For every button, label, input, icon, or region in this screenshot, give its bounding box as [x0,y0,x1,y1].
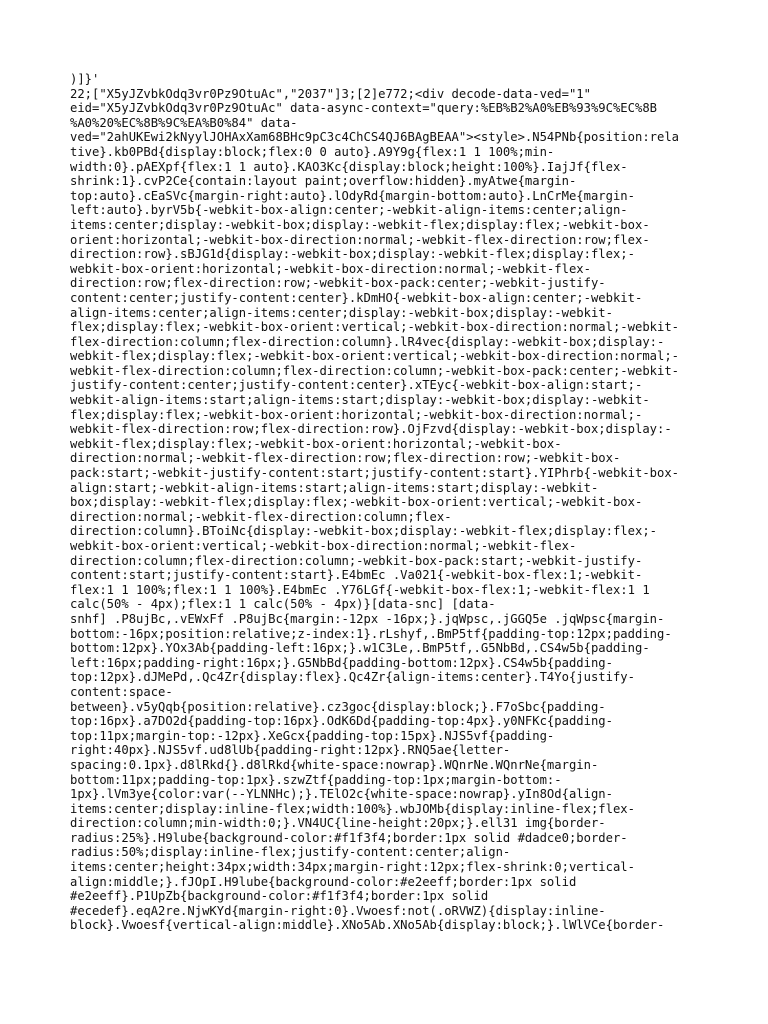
source-line: top:16px}.a7DO2d{padding-top:16px}.OdK6Dd{padding-top:4px}.y0NFKc{padding- [70,714,613,729]
source-line: spacing:0.1px}.d8lRkd{}.d8lRkd{white-space:nowrap}.WQnrNe.WQnrNe{margin- [70,757,599,772]
source-line: top:11px;margin-top:-12px}.XeGcx{padding-top:15px}.NJS5vf{padding- [70,728,555,743]
source-line: webkit-flex-direction:row;flex-direction:row}.OjFzvd{display:-webkit-box;display:- [70,422,672,437]
source-line: #e2eeff}.P1UpZb{background-color:#f1f3f4;border:1px solid [70,889,489,904]
source-line: ved="2ahUKEwi2kNyylJOHAxXam68BHc9pC3c4ChCS4QJ6BAgBEAA"><style>.N54PNb{position:rela [70,130,680,145]
source-line: flex:1 1 100%;flex:1 1 100%}.E4bmEc .Y76LGf{-webkit-box-flex:1;-webkit-flex:1 1 [70,582,650,597]
source-line: items:center;display:inline-flex;width:100%}.wbJOMb{display:inline-flex;flex- [70,801,635,816]
source-line: flex;display:flex;-webkit-box-orient:horizontal;-webkit-box-direction:normal;- [70,407,643,422]
source-line: orient:horizontal;-webkit-box-direction:normal;-webkit-flex-direction:row;flex- [70,232,650,247]
source-line: webkit-flex-direction:column;flex-direction:column;-webkit-box-pack:center;-webkit- [70,363,680,378]
source-line: flex;display:flex;-webkit-box-orient:vertical;-webkit-box-direction:normal;-webkit- [70,320,680,335]
source-line: top:auto}.cEaSVc{margin-right:auto}.lOdyRd{margin-bottom:auto}.LnCrMe{margin- [70,188,635,203]
source-line: align:middle;}.fJOpI.H9lube{background-color:#e2eeff;border:1px solid [70,874,577,889]
source-line: 1px}.lVm3ye{color:var(--YLNNHc);}.TElO2c{white-space:nowrap}.yIn8Od{align- [70,787,613,802]
source-line: direction:column}.BToiNc{display:-webkit-box;display:-webkit-flex;display:flex;- [70,524,657,539]
source-line: pack:start;-webkit-justify-content:start;justify-content:start}.YIPhrb{-webkit-box- [70,466,680,481]
source-line: webkit-box-orient:horizontal;-webkit-box-direction:normal;-webkit-flex- [70,261,591,276]
source-line: direction:row}.sBJG1d{display:-webkit-box;display:-webkit-flex;display:flex;- [70,247,635,262]
source-line: direction:normal;-webkit-flex-direction:column;flex- [70,509,452,524]
source-line: items:center;height:34px;width:34px;margin-right:12px;flex-shrink:0;vertical- [70,860,635,875]
source-line: between}.v5yQqb{position:relative}.cz3goc{display:block;}.F7oSbc{padding- [70,699,606,714]
source-line: direction:normal;-webkit-flex-direction:row;flex-direction:row;-webkit-box- [70,451,621,466]
source-line: block}.Vwoesf{vertical-align:middle}.XNo5Ab.XNo5Ab{display:block;}.lWlVCe{border- [70,918,665,933]
source-line: )]}' [70,72,100,86]
source-line: top:12px}.dJMePd,.Qc4Zr{display:flex}.Qc4Zr{align-items:center}.T4Yo{justify- [70,670,635,685]
source-line: left:16px;padding-right:16px;}.G5NbBd{padding-bottom:12px}.CS4w5b{padding- [70,655,613,670]
source-line: eid="X5yJZvbkOdq3vr0Pz9OtuAc" data-async-context="query:%EB%B2%A0%EB%93%9C%EC%8B [70,101,657,116]
source-line: webkit-align-items:start;align-items:start;display:-webkit-box;display:-webkit- [70,393,650,408]
source-line: radius:25%}.H9lube{background-color:#f1f3f4;border:1px solid #dadce0;border- [70,830,628,845]
source-line: webkit-flex;display:flex;-webkit-box-orient:horizontal;-webkit-box- [70,436,562,451]
raw-source-document [70,72,710,933]
source-line: tive}.kb0PBd{display:block;flex:0 0 auto}.A9Y9g{flex:1 1 100%;min- [70,144,555,159]
source-line: direction:column;flex-direction:column;-webkit-box-pack:start;-webkit-justify- [70,553,643,568]
source-line: %A0%20%EC%8B%9C%EA%B0%84" data- [70,115,298,130]
source-line: #ecedef}.eqA2re.NjwKYd{margin-right:0}.Vwoesf:not(.oRVWZ){display:inline- [70,903,606,918]
source-line: content:center;justify-content:center}.kDmHO{-webkit-box-align:center;-webkit- [70,290,643,305]
source-line: items:center;display:-webkit-box;display:-webkit-flex;display:flex;-webkit-box- [70,217,650,232]
source-line: flex-direction:column;flex-direction:column}.lR4vec{display:-webkit-box;display:- [70,334,665,349]
source-line: bottom:12px}.YOx3Ab{padding-left:16px;}.w1C3Le,.BmP5tf,.G5NbBd,.CS4w5b{padding- [70,641,650,656]
source-line: right:40px}.NJS5vf.ud8lUb{padding-right:12px}.RNQ5ae{letter- [70,743,511,758]
source-line: content:space- [70,684,173,699]
source-line: bottom:-16px;position:relative;z-index:1}.rLshyf,.BmP5tf{padding-top:12px;padding- [70,626,672,641]
source-line: calc(50% - 4px);flex:1 1 calc(50% - 4px)}[data-snc] [data- [70,597,496,612]
source-line: align:start;-webkit-align-items:start;align-items:start;display:-webkit- [70,480,599,495]
source-line: direction:row;flex-direction:row;-webkit-box-pack:center;-webkit-justify- [70,276,606,291]
source-line: webkit-flex;display:flex;-webkit-box-orient:vertical;-webkit-box-direction:normal;- [70,349,680,364]
source-line: 22;["X5yJZvbkOdq3vr0Pz9OtuAc","2037"]3;[2]e772;<div decode-data-ved="1" [70,86,591,101]
source-line: justify-content:center;justify-content:center}.xTEyc{-webkit-box-align:start;- [70,378,643,393]
source-line: snhf] .P8ujBc,.vEWxFf .P8ujBc{margin:-12px -16px;}.jqWpsc,.jGGQ5e .jqWpsc{margin- [70,611,665,626]
source-line: box;display:-webkit-flex;display:flex;-webkit-box-orient:vertical;-webkit-box- [70,495,643,510]
source-line: shrink:1}.cvP2Ce{contain:layout paint;overflow:hidden}.myAtwe{margin- [70,174,577,189]
source-line: direction:column;min-width:0;}.VN4UC{line-height:20px;}.ell31 img{border- [70,816,606,831]
source-line: bottom:11px;padding-top:1px}.szwZtf{padding-top:1px;margin-bottom:- [70,772,562,787]
source-line: width:0}.pAEXpf{flex:1 1 auto}.KAO3Kc{display:block;height:100%}.IajJf{flex- [70,159,628,174]
source-line: webkit-box-orient:vertical;-webkit-box-direction:normal;-webkit-flex- [70,539,577,553]
source-line: content:start;justify-content:start}.E4bmEc .Va021{-webkit-box-flex:1;-webkit- [70,568,643,583]
source-line: left:auto}.byrV5b{-webkit-box-align:center;-webkit-align-items:center;align- [70,203,628,218]
source-line: radius:50%;display:inline-flex;justify-content:center;align- [70,845,511,860]
source-line: align-items:center;align-items:center;display:-webkit-box;display:-webkit- [70,305,613,320]
